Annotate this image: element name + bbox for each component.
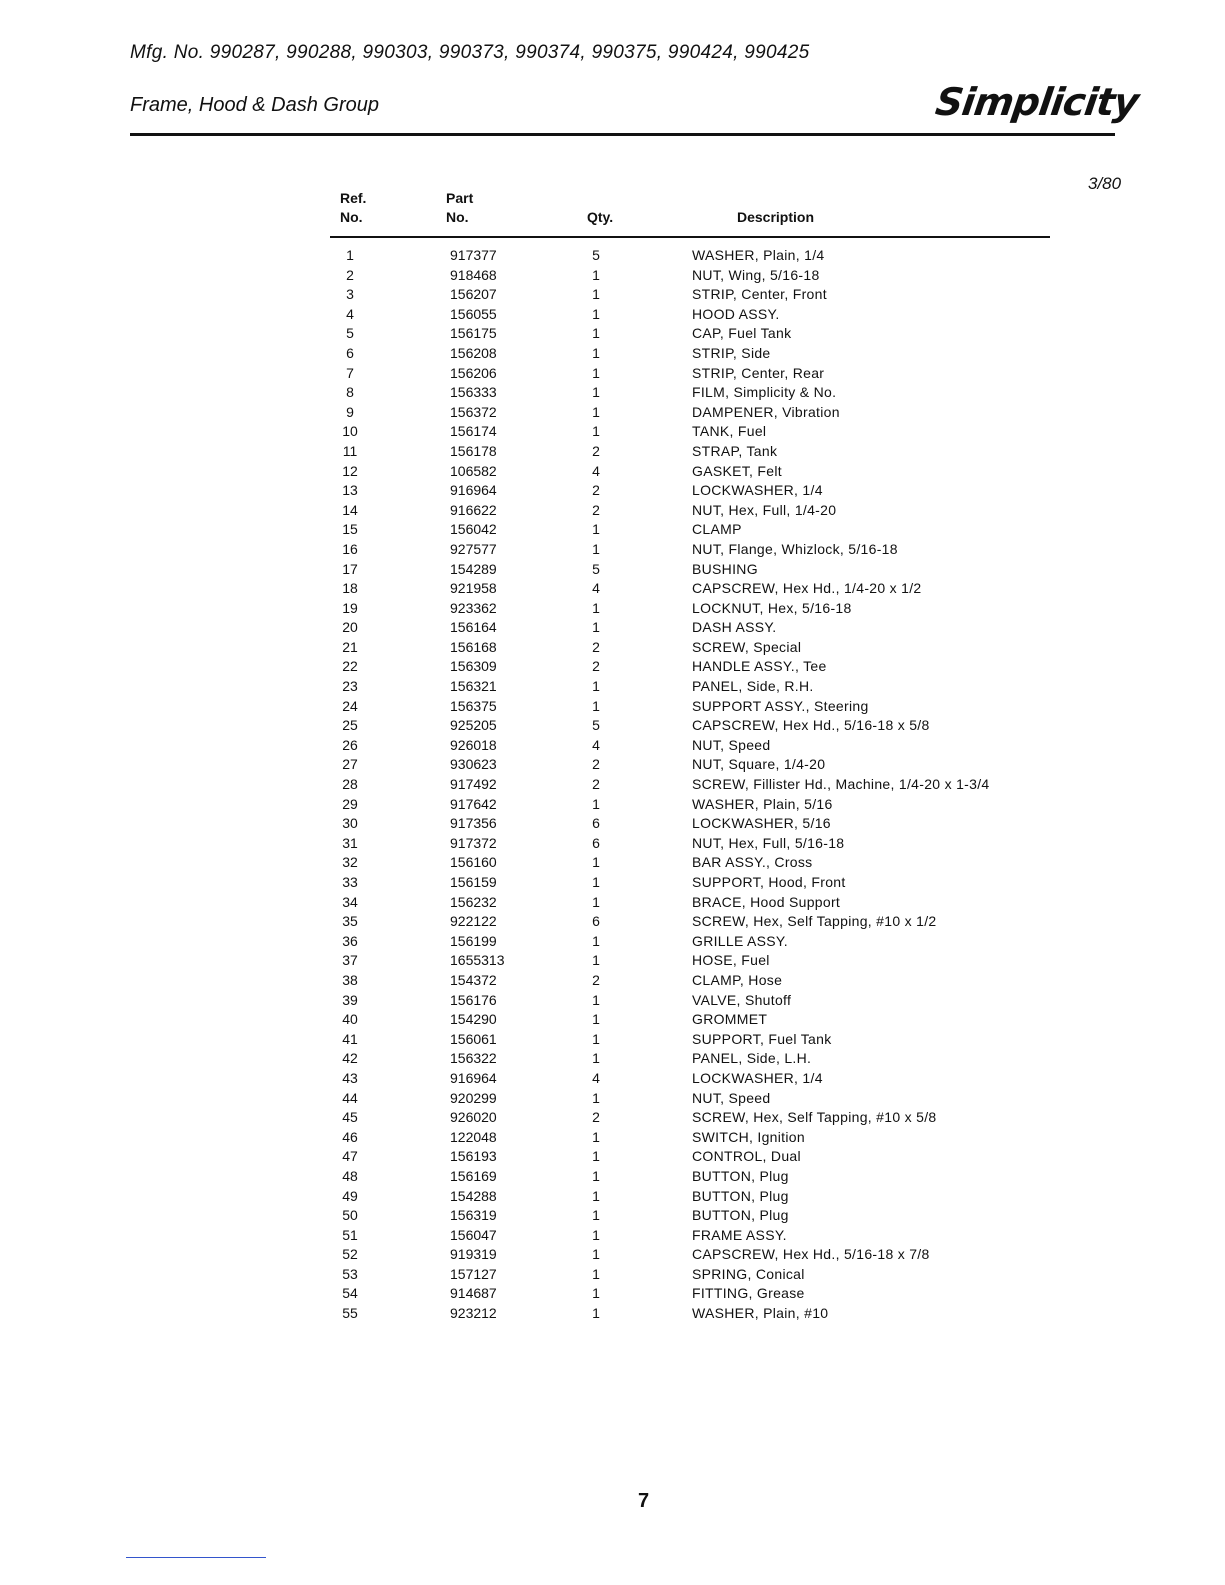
qty-cell: 2 bbox=[592, 776, 600, 793]
qty-cell: 1 bbox=[592, 266, 600, 283]
ref-cell: 38 bbox=[342, 971, 358, 988]
part-cell: 156321 bbox=[450, 678, 497, 695]
table-row bbox=[0, 775, 1225, 795]
part-cell: 917377 bbox=[450, 247, 497, 263]
qty-cell: 1 bbox=[592, 678, 600, 695]
ref-cell: 44 bbox=[342, 1089, 358, 1106]
qty-cell: 6 bbox=[592, 913, 600, 930]
table-row bbox=[0, 873, 1225, 893]
qty-cell: 6 bbox=[592, 834, 600, 851]
table-row bbox=[0, 324, 1225, 344]
description-cell: HANDLE ASSY., Tee bbox=[692, 658, 827, 675]
ref-cell: 11 bbox=[342, 442, 358, 459]
ref-cell: 8 bbox=[346, 384, 354, 401]
description-cell: NUT, Wing, 5/16-18 bbox=[692, 266, 820, 283]
qty-cell: 1 bbox=[592, 521, 600, 538]
description-cell: GROMMET bbox=[692, 1011, 768, 1028]
qty-cell: 1 bbox=[592, 1030, 600, 1047]
ref-cell: 49 bbox=[342, 1187, 358, 1204]
ref-cell: 6 bbox=[346, 344, 354, 361]
description-cell: NUT, Speed bbox=[692, 736, 771, 753]
description-cell: GRILLE ASSY. bbox=[692, 932, 788, 949]
table-row bbox=[0, 893, 1225, 913]
description-cell: CAPSCREW, Hex Hd., 5/16-18 x 7/8 bbox=[692, 1246, 930, 1263]
group-title: Frame, Hood & Dash Group bbox=[130, 94, 379, 116]
qty-cell: 1 bbox=[592, 932, 600, 949]
part-cell: 916964 bbox=[450, 1069, 497, 1086]
description-cell: DASH ASSY. bbox=[692, 619, 777, 636]
part-cell: 918468 bbox=[450, 266, 497, 283]
part-cell: 106582 bbox=[450, 462, 497, 479]
table-row bbox=[0, 1128, 1225, 1148]
ref-cell: 3 bbox=[346, 286, 354, 303]
part-cell: 921958 bbox=[450, 580, 497, 597]
part-cell: 156232 bbox=[450, 893, 497, 910]
table-row bbox=[0, 560, 1225, 580]
part-cell: 916964 bbox=[450, 482, 497, 499]
qty-cell: 1 bbox=[592, 619, 600, 636]
part-cell: 156208 bbox=[450, 344, 497, 361]
description-cell: GASKET, Felt bbox=[692, 462, 782, 479]
description-cell: LOCKWASHER, 1/4 bbox=[692, 1069, 823, 1086]
table-row bbox=[0, 1069, 1225, 1089]
ref-cell: 51 bbox=[342, 1226, 358, 1243]
part-cell: 920299 bbox=[450, 1089, 497, 1106]
table-row bbox=[0, 364, 1225, 384]
description-cell: SUPPORT ASSY., Steering bbox=[692, 697, 869, 714]
ref-cell: 9 bbox=[346, 403, 354, 420]
qty-cell: 1 bbox=[592, 1207, 600, 1224]
ref-cell: 50 bbox=[342, 1207, 358, 1224]
table-row bbox=[0, 442, 1225, 462]
table-row bbox=[0, 1284, 1225, 1304]
part-cell: 156164 bbox=[450, 619, 497, 636]
ref-cell: 24 bbox=[342, 697, 358, 714]
table-row bbox=[0, 599, 1225, 619]
table-row bbox=[0, 912, 1225, 932]
table-row bbox=[0, 1167, 1225, 1187]
ref-cell: 54 bbox=[342, 1285, 358, 1302]
ref-cell: 13 bbox=[342, 482, 358, 499]
ref-cell: 27 bbox=[342, 756, 358, 773]
description-cell: TANK, Fuel bbox=[692, 423, 767, 440]
description-cell: BUSHING bbox=[692, 560, 758, 577]
col-part-header-line2: No. bbox=[446, 209, 469, 225]
qty-cell: 4 bbox=[592, 580, 600, 597]
part-cell: 925205 bbox=[450, 717, 497, 734]
table-row bbox=[0, 795, 1225, 815]
description-cell: SCREW, Hex, Self Tapping, #10 x 1/2 bbox=[692, 913, 937, 930]
ref-cell: 36 bbox=[342, 932, 358, 949]
qty-cell: 1 bbox=[592, 874, 600, 890]
table-row bbox=[0, 716, 1225, 736]
table-row bbox=[0, 403, 1225, 423]
part-cell: 156175 bbox=[450, 325, 497, 342]
description-cell: LOCKWASHER, 1/4 bbox=[692, 482, 823, 499]
qty-cell: 1 bbox=[592, 1050, 600, 1067]
qty-cell: 1 bbox=[592, 697, 600, 714]
part-cell: 916622 bbox=[450, 501, 497, 518]
table-row bbox=[0, 1226, 1225, 1246]
qty-cell: 1 bbox=[592, 1167, 600, 1184]
part-cell: 156168 bbox=[450, 638, 497, 655]
table-row bbox=[0, 1265, 1225, 1285]
qty-cell: 5 bbox=[592, 560, 600, 577]
table-row bbox=[0, 520, 1225, 540]
table-row bbox=[0, 501, 1225, 521]
ref-cell: 39 bbox=[342, 991, 358, 1008]
parts-list bbox=[0, 246, 1225, 1324]
description-cell: BAR ASSY., Cross bbox=[692, 854, 813, 871]
description-cell: PANEL, Side, L.H. bbox=[692, 1050, 812, 1067]
ref-cell: 15 bbox=[342, 521, 358, 538]
description-cell: LOCKWASHER, 5/16 bbox=[692, 815, 831, 832]
part-cell: 156055 bbox=[450, 305, 497, 322]
table-row bbox=[0, 1304, 1225, 1324]
description-cell: LOCKNUT, Hex, 5/16-18 bbox=[692, 599, 852, 616]
qty-cell: 1 bbox=[592, 344, 600, 361]
ref-cell: 42 bbox=[342, 1050, 358, 1067]
footer-link-rule bbox=[126, 1557, 266, 1558]
ref-cell: 1 bbox=[346, 247, 354, 263]
revision-date: 3/80 bbox=[1088, 174, 1122, 193]
description-cell: PANEL, Side, R.H. bbox=[692, 678, 814, 695]
table-row bbox=[0, 462, 1225, 482]
description-cell: CLAMP, Hose bbox=[692, 971, 783, 988]
ref-cell: 23 bbox=[342, 678, 358, 695]
description-cell: NUT, Speed bbox=[692, 1089, 771, 1106]
description-cell: STRAP, Tank bbox=[692, 442, 778, 459]
table-row bbox=[0, 853, 1225, 873]
ref-cell: 29 bbox=[342, 795, 358, 812]
qty-cell: 1 bbox=[592, 1187, 600, 1204]
table-row bbox=[0, 1030, 1225, 1050]
table-row bbox=[0, 657, 1225, 677]
ref-cell: 10 bbox=[342, 423, 358, 440]
part-cell: 156333 bbox=[450, 384, 497, 401]
col-qty-header: Qty. bbox=[587, 209, 614, 225]
qty-cell: 1 bbox=[592, 599, 600, 616]
ref-cell: 2 bbox=[346, 266, 354, 283]
qty-cell: 1 bbox=[592, 423, 600, 440]
part-cell: 156319 bbox=[450, 1207, 497, 1224]
description-cell: SCREW, Fillister Hd., Machine, 1/4-20 x 1-3/4 bbox=[692, 776, 990, 793]
part-cell: 156372 bbox=[450, 403, 497, 420]
description-cell: SUPPORT, Hood, Front bbox=[692, 874, 846, 890]
ref-cell: 37 bbox=[342, 952, 358, 969]
description-cell: STRIP, Center, Front bbox=[692, 286, 827, 303]
qty-cell: 1 bbox=[592, 1226, 600, 1243]
qty-cell: 5 bbox=[592, 717, 600, 734]
description-cell: WASHER, Plain, 5/16 bbox=[692, 795, 833, 812]
description-cell: DAMPENER, Vibration bbox=[692, 403, 840, 420]
qty-cell: 1 bbox=[592, 1246, 600, 1263]
qty-cell: 2 bbox=[592, 501, 600, 518]
description-cell: BUTTON, Plug bbox=[692, 1207, 789, 1224]
ref-cell: 34 bbox=[342, 893, 358, 910]
table-row bbox=[0, 383, 1225, 403]
col-desc-header: Description bbox=[737, 209, 815, 225]
qty-cell: 1 bbox=[592, 1305, 600, 1322]
part-cell: 156207 bbox=[450, 286, 497, 303]
col-ref-header-line1: Ref. bbox=[340, 190, 367, 206]
table-row bbox=[0, 1010, 1225, 1030]
part-cell: 122048 bbox=[450, 1128, 497, 1145]
ref-cell: 17 bbox=[342, 560, 358, 577]
table-row bbox=[0, 344, 1225, 364]
description-cell: SUPPORT, Fuel Tank bbox=[692, 1030, 832, 1047]
qty-cell: 2 bbox=[592, 638, 600, 655]
part-cell: 922122 bbox=[450, 913, 497, 930]
qty-cell: 1 bbox=[592, 1128, 600, 1145]
part-cell: 923362 bbox=[450, 599, 497, 616]
qty-cell: 1 bbox=[592, 540, 600, 557]
description-cell: BRACE, Hood Support bbox=[692, 893, 841, 910]
part-cell: 154289 bbox=[450, 560, 497, 577]
qty-cell: 2 bbox=[592, 442, 600, 459]
table-row bbox=[0, 697, 1225, 717]
table-row bbox=[0, 1187, 1225, 1207]
part-cell: 1655313 bbox=[450, 952, 505, 969]
description-cell: FRAME ASSY. bbox=[692, 1226, 787, 1243]
ref-cell: 28 bbox=[342, 776, 358, 793]
qty-cell: 2 bbox=[592, 482, 600, 499]
qty-cell: 1 bbox=[592, 286, 600, 303]
part-cell: 917372 bbox=[450, 834, 497, 851]
ref-cell: 18 bbox=[342, 580, 358, 597]
qty-cell: 4 bbox=[592, 736, 600, 753]
part-cell: 930623 bbox=[450, 756, 497, 773]
table-row bbox=[0, 422, 1225, 442]
part-cell: 156309 bbox=[450, 658, 497, 675]
ref-cell: 20 bbox=[342, 619, 358, 636]
description-cell: CAP, Fuel Tank bbox=[692, 325, 792, 342]
description-cell: HOSE, Fuel bbox=[692, 952, 770, 969]
description-cell: SCREW, Special bbox=[692, 638, 802, 655]
part-cell: 926020 bbox=[450, 1109, 497, 1126]
ref-cell: 47 bbox=[342, 1148, 358, 1165]
part-cell: 156047 bbox=[450, 1226, 497, 1243]
qty-cell: 1 bbox=[592, 991, 600, 1008]
ref-cell: 52 bbox=[342, 1246, 358, 1263]
part-cell: 156375 bbox=[450, 697, 497, 714]
ref-cell: 53 bbox=[342, 1265, 358, 1282]
table-row bbox=[0, 1245, 1225, 1265]
description-cell: WASHER, Plain, 1/4 bbox=[692, 247, 825, 263]
description-cell: BUTTON, Plug bbox=[692, 1187, 789, 1204]
part-cell: 914687 bbox=[450, 1285, 497, 1302]
qty-cell: 1 bbox=[592, 1011, 600, 1028]
description-cell: SCREW, Hex, Self Tapping, #10 x 5/8 bbox=[692, 1109, 937, 1126]
table-row bbox=[0, 971, 1225, 991]
ref-cell: 14 bbox=[342, 501, 358, 518]
description-cell: WASHER, Plain, #10 bbox=[692, 1305, 829, 1322]
ref-cell: 21 bbox=[342, 638, 358, 655]
description-cell: NUT, Hex, Full, 1/4-20 bbox=[692, 501, 837, 518]
table-header-rule bbox=[330, 236, 1050, 238]
table-row bbox=[0, 579, 1225, 599]
qty-cell: 1 bbox=[592, 1265, 600, 1282]
ref-cell: 12 bbox=[342, 462, 358, 479]
qty-cell: 4 bbox=[592, 1069, 600, 1086]
qty-cell: 6 bbox=[592, 815, 600, 832]
table-row bbox=[0, 932, 1225, 952]
table-row bbox=[0, 1206, 1225, 1226]
ref-cell: 31 bbox=[342, 834, 358, 851]
table-row bbox=[0, 755, 1225, 775]
qty-cell: 1 bbox=[592, 1148, 600, 1165]
description-cell: CAPSCREW, Hex Hd., 1/4-20 x 1/2 bbox=[692, 580, 922, 597]
page-number: 7 bbox=[638, 1490, 650, 1512]
qty-cell: 1 bbox=[592, 1089, 600, 1106]
part-cell: 154290 bbox=[450, 1011, 497, 1028]
description-cell: NUT, Hex, Full, 5/16-18 bbox=[692, 834, 845, 851]
part-cell: 917492 bbox=[450, 776, 497, 793]
table-row bbox=[0, 814, 1225, 834]
description-cell: SWITCH, Ignition bbox=[692, 1128, 805, 1145]
part-cell: 156193 bbox=[450, 1148, 497, 1165]
part-cell: 156061 bbox=[450, 1030, 497, 1047]
qty-cell: 1 bbox=[592, 795, 600, 812]
part-cell: 926018 bbox=[450, 736, 497, 753]
table-row bbox=[0, 266, 1225, 286]
table-row bbox=[0, 736, 1225, 756]
part-cell: 156206 bbox=[450, 364, 497, 381]
qty-cell: 1 bbox=[592, 325, 600, 342]
part-cell: 156199 bbox=[450, 932, 497, 949]
part-cell: 154288 bbox=[450, 1187, 497, 1204]
part-cell: 156169 bbox=[450, 1167, 497, 1184]
description-cell: BUTTON, Plug bbox=[692, 1167, 789, 1184]
description-cell: FILM, Simplicity & No. bbox=[692, 384, 837, 401]
ref-cell: 26 bbox=[342, 736, 358, 753]
ref-cell: 7 bbox=[346, 364, 354, 381]
part-cell: 917642 bbox=[450, 795, 497, 812]
qty-cell: 1 bbox=[592, 952, 600, 969]
ref-cell: 4 bbox=[346, 305, 354, 322]
table-row bbox=[0, 1089, 1225, 1109]
description-cell: CAPSCREW, Hex Hd., 5/16-18 x 5/8 bbox=[692, 717, 930, 734]
col-part-header-line1: Part bbox=[446, 190, 474, 206]
ref-cell: 55 bbox=[342, 1305, 358, 1322]
ref-cell: 32 bbox=[342, 854, 358, 871]
description-cell: CLAMP bbox=[692, 521, 742, 538]
qty-cell: 1 bbox=[592, 893, 600, 910]
part-cell: 156160 bbox=[450, 854, 497, 871]
part-cell: 923212 bbox=[450, 1305, 497, 1322]
brand-logo: Simplicity bbox=[932, 80, 1141, 124]
table-row bbox=[0, 1049, 1225, 1069]
ref-cell: 41 bbox=[342, 1030, 358, 1047]
qty-cell: 2 bbox=[592, 971, 600, 988]
ref-cell: 40 bbox=[342, 1011, 358, 1028]
qty-cell: 1 bbox=[592, 854, 600, 871]
ref-cell: 48 bbox=[342, 1167, 358, 1184]
table-row bbox=[0, 951, 1225, 971]
table-row bbox=[0, 677, 1225, 697]
ref-cell: 5 bbox=[346, 325, 354, 342]
qty-cell: 2 bbox=[592, 1109, 600, 1126]
qty-cell: 1 bbox=[592, 305, 600, 322]
qty-cell: 1 bbox=[592, 403, 600, 420]
description-cell: VALVE, Shutoff bbox=[692, 991, 792, 1008]
ref-cell: 30 bbox=[342, 815, 358, 832]
description-cell: STRIP, Center, Rear bbox=[692, 364, 825, 381]
ref-cell: 19 bbox=[342, 599, 358, 616]
ref-cell: 33 bbox=[342, 874, 358, 890]
header-rule bbox=[130, 133, 1115, 136]
part-cell: 927577 bbox=[450, 540, 497, 557]
description-cell: HOOD ASSY. bbox=[692, 305, 780, 322]
mfg-numbers: Mfg. No. 990287, 990288, 990303, 990373, 990374, 990375, 990424, 990425 bbox=[130, 42, 810, 63]
table-row bbox=[0, 618, 1225, 638]
ref-cell: 45 bbox=[342, 1109, 358, 1126]
ref-cell: 25 bbox=[342, 717, 358, 734]
table-row bbox=[0, 991, 1225, 1011]
qty-cell: 1 bbox=[592, 384, 600, 401]
table-row bbox=[0, 540, 1225, 560]
part-cell: 156159 bbox=[450, 874, 497, 890]
table-row bbox=[0, 285, 1225, 305]
qty-cell: 2 bbox=[592, 756, 600, 773]
part-cell: 919319 bbox=[450, 1246, 497, 1263]
ref-cell: 46 bbox=[342, 1128, 358, 1145]
part-cell: 156042 bbox=[450, 521, 497, 538]
description-cell: FITTING, Grease bbox=[692, 1285, 805, 1302]
part-cell: 917356 bbox=[450, 815, 497, 832]
ref-cell: 43 bbox=[342, 1069, 358, 1086]
part-cell: 156178 bbox=[450, 442, 497, 459]
table-row bbox=[0, 638, 1225, 658]
part-cell: 157127 bbox=[450, 1265, 497, 1282]
table-row bbox=[0, 834, 1225, 854]
description-cell: STRIP, Side bbox=[692, 344, 771, 361]
qty-cell: 1 bbox=[592, 1285, 600, 1302]
qty-cell: 5 bbox=[592, 247, 600, 263]
description-cell: CONTROL, Dual bbox=[692, 1148, 801, 1165]
description-cell: SPRING, Conical bbox=[692, 1265, 805, 1282]
qty-cell: 4 bbox=[592, 462, 600, 479]
ref-cell: 22 bbox=[342, 658, 358, 675]
table-row bbox=[0, 305, 1225, 325]
ref-cell: 16 bbox=[342, 540, 358, 557]
description-cell: NUT, Square, 1/4-20 bbox=[692, 756, 826, 773]
table-row bbox=[0, 481, 1225, 501]
part-cell: 156176 bbox=[450, 991, 497, 1008]
table-row bbox=[0, 1147, 1225, 1167]
table-row bbox=[0, 1108, 1225, 1128]
col-ref-header-line2: No. bbox=[340, 209, 363, 225]
qty-cell: 2 bbox=[592, 658, 600, 675]
ref-cell: 35 bbox=[342, 913, 358, 930]
part-cell: 156322 bbox=[450, 1050, 497, 1067]
qty-cell: 1 bbox=[592, 364, 600, 381]
part-cell: 154372 bbox=[450, 971, 497, 988]
description-cell: NUT, Flange, Whizlock, 5/16-18 bbox=[692, 540, 898, 557]
part-cell: 156174 bbox=[450, 423, 497, 440]
table-row bbox=[0, 246, 1225, 266]
